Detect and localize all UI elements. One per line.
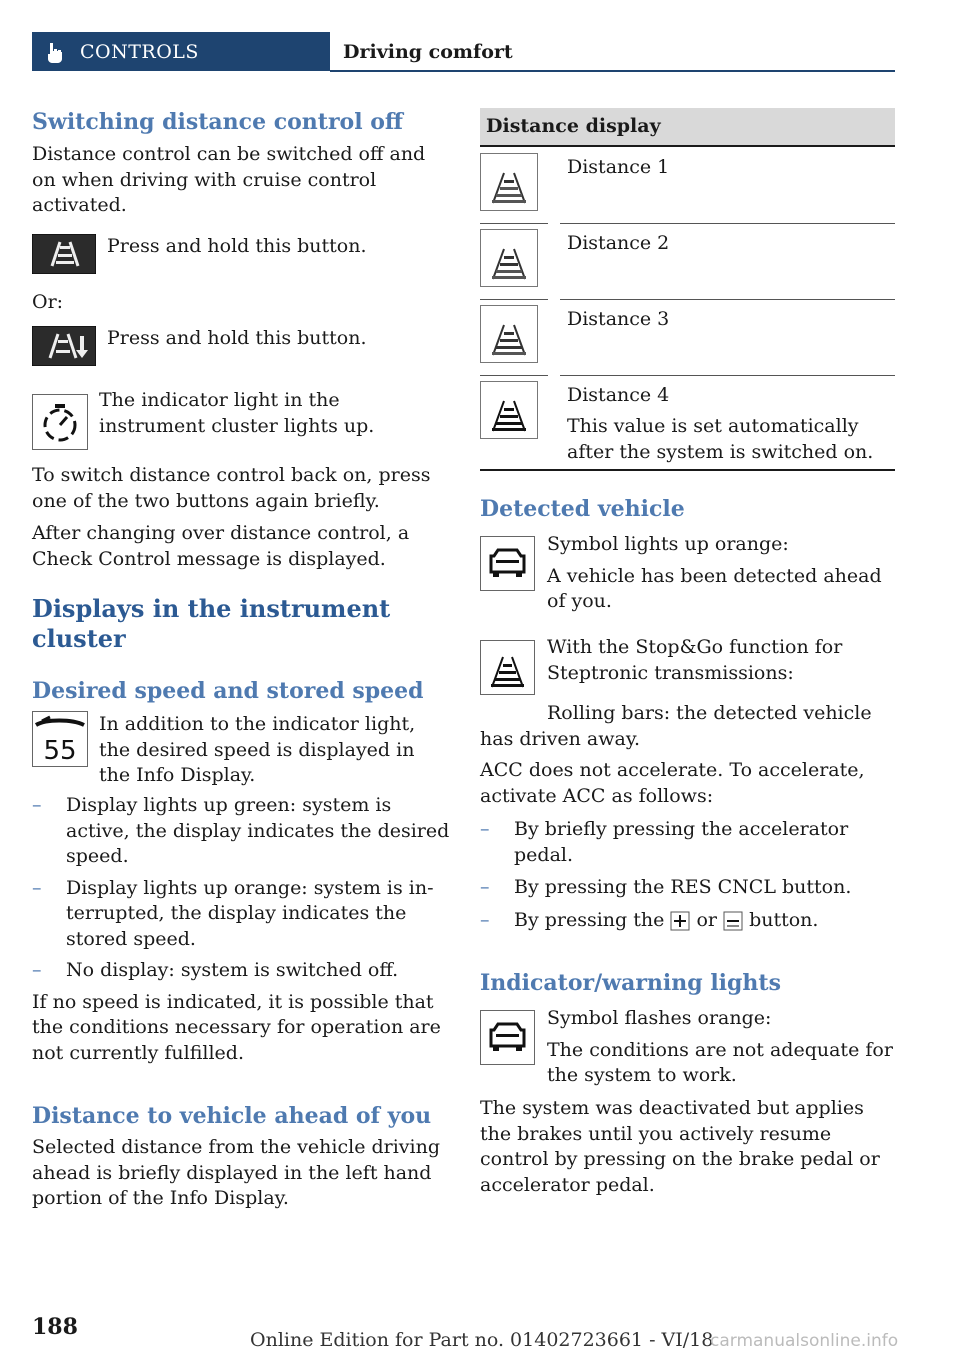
vehicle-icon <box>480 536 535 591</box>
table-row <box>480 223 895 299</box>
table-cell: Distance 4 <box>567 384 670 406</box>
indicator-warning-text-2: The conditions are not adequate for the system to work. <box>547 1038 893 1086</box>
table-cell: Distance 1 <box>567 156 670 178</box>
speed-value: 55 <box>43 736 77 766</box>
heading-desired-speed: Desired speed and stored speed <box>32 678 424 704</box>
distance-table <box>480 108 895 471</box>
paragraph-no-speed: If no speed is indicated, it is possible that the conditions necessary for operation are not currently fulfilled. <box>32 990 441 1064</box>
distance-4-icon <box>480 381 538 439</box>
minus-button-icon <box>723 911 743 931</box>
stopgo-text-2: Rolling bars: the detected vehicle has driven away. <box>480 702 872 750</box>
desired-speed-text: In addition to the indicator light, the desired speed is displayed in the Info Display. <box>99 713 416 786</box>
bullet3-or: or <box>696 908 717 931</box>
plus-button-icon <box>670 911 690 931</box>
table-row <box>480 299 895 375</box>
table-cell: Distance 2 <box>567 232 670 254</box>
rolling-bars-icon <box>480 640 535 695</box>
distance-button-icon <box>32 234 96 274</box>
indicator-warning-row <box>480 1006 895 1092</box>
edition-note: Online Edition for Part no. 01402723661 - VI/18 <box>250 1329 714 1351</box>
chapter-title: Driving comfort <box>343 41 513 63</box>
table-bottom-rule <box>480 469 895 471</box>
section-label: CONTROLS <box>80 41 199 63</box>
heading-displays: Displays in the instrument cluster <box>32 594 391 653</box>
or-text: Or: <box>32 290 64 313</box>
list-item: – Display lights up green: system is active, the display indicates the desired speed. <box>32 793 450 870</box>
table-row <box>480 375 895 469</box>
button-row-2 <box>32 326 450 374</box>
table-header: Distance display <box>480 108 895 147</box>
distance-3-icon <box>480 305 538 363</box>
section-tab <box>32 32 330 71</box>
detected-row <box>480 532 895 618</box>
distance-2-icon <box>480 229 538 287</box>
row-divider <box>560 375 895 376</box>
heading-distance: Distance to vehicle ahead of you <box>32 1103 432 1129</box>
list-item: – Display lights up orange: system is interrupted, the display indicates the stored speed. <box>32 876 450 953</box>
list-item: – By briefly pressing the accelerator pedal. <box>480 817 895 868</box>
press-hold-text-2: Press and hold this button. <box>107 327 367 349</box>
table-cell: Distance 3 <box>567 308 670 330</box>
distance-down-button-icon <box>32 326 96 366</box>
detected-text-2: A vehicle has been detected ahead of you. <box>547 564 882 612</box>
table-cell-note: This value is set automatically after the system is switched on. <box>567 415 874 463</box>
hand-pointer-icon <box>44 41 66 63</box>
speed-display-icon <box>32 711 88 767</box>
row-divider <box>480 223 548 224</box>
row-divider <box>560 299 895 300</box>
list-item: – No display: system is switched off. <box>32 958 450 984</box>
left-column <box>32 108 450 1212</box>
list-item <box>480 908 895 934</box>
stopgo-row <box>480 635 895 694</box>
row-divider <box>480 299 548 300</box>
indicator-row <box>32 388 450 450</box>
page-number: 188 <box>32 1314 78 1340</box>
paragraph-deactivated: The system was deactivated but applies the brakes until you actively resume control by pressing on the brake pedal or accelerator pedal. <box>480 1097 880 1196</box>
heading-switch-off: Switching distance control off <box>32 109 403 135</box>
stopgo-text-1: With the Stop&Go function for Steptronic transmissions: <box>547 636 843 684</box>
paragraph-after-change: After changing over distance control, a Check Control message is displayed. <box>32 522 410 570</box>
detected-text-1: Symbol lights up orange: <box>547 533 789 555</box>
desired-speed-row <box>32 712 450 793</box>
paragraph-distance: Selected distance from the vehicle driving ahead is briefly displayed in the left hand portion of the Info Display. <box>32 1136 441 1209</box>
heading-indicator-warning: Indicator/warning lights <box>480 970 781 996</box>
table-row <box>480 147 895 223</box>
row-divider <box>480 375 548 376</box>
indicator-text: The indicator light in the instrument cluster lights up. <box>99 389 375 437</box>
paragraph-switch-back: To switch distance control back on, press one of the two buttons again briefly. <box>32 464 431 512</box>
header-rule <box>330 70 895 72</box>
row-divider <box>560 223 895 224</box>
cruise-indicator-icon <box>32 394 88 450</box>
heading-detected-vehicle: Detected vehicle <box>480 496 685 522</box>
bullet3-text-b: button. <box>749 908 819 931</box>
vehicle-warning-icon <box>480 1010 535 1065</box>
bullet3-text-a: By pressing the <box>514 908 665 931</box>
watermark: carmanualsonline.info <box>710 1331 899 1351</box>
indicator-warning-text-1: Symbol flashes orange: <box>547 1007 772 1029</box>
press-hold-text-1: Press and hold this button. <box>107 234 367 257</box>
page-header <box>32 32 895 71</box>
button-row-1 <box>32 234 450 282</box>
paragraph-switch-off: Distance control can be switched off and on when driving with cruise control activated. <box>32 143 426 216</box>
list-item: – By pressing the RES CNCL button. <box>480 875 895 901</box>
paragraph-acc: ACC does not accelerate. To accelerate, activate ACC as follows: <box>480 759 865 807</box>
right-column <box>480 108 895 1198</box>
distance-1-icon <box>480 153 538 211</box>
